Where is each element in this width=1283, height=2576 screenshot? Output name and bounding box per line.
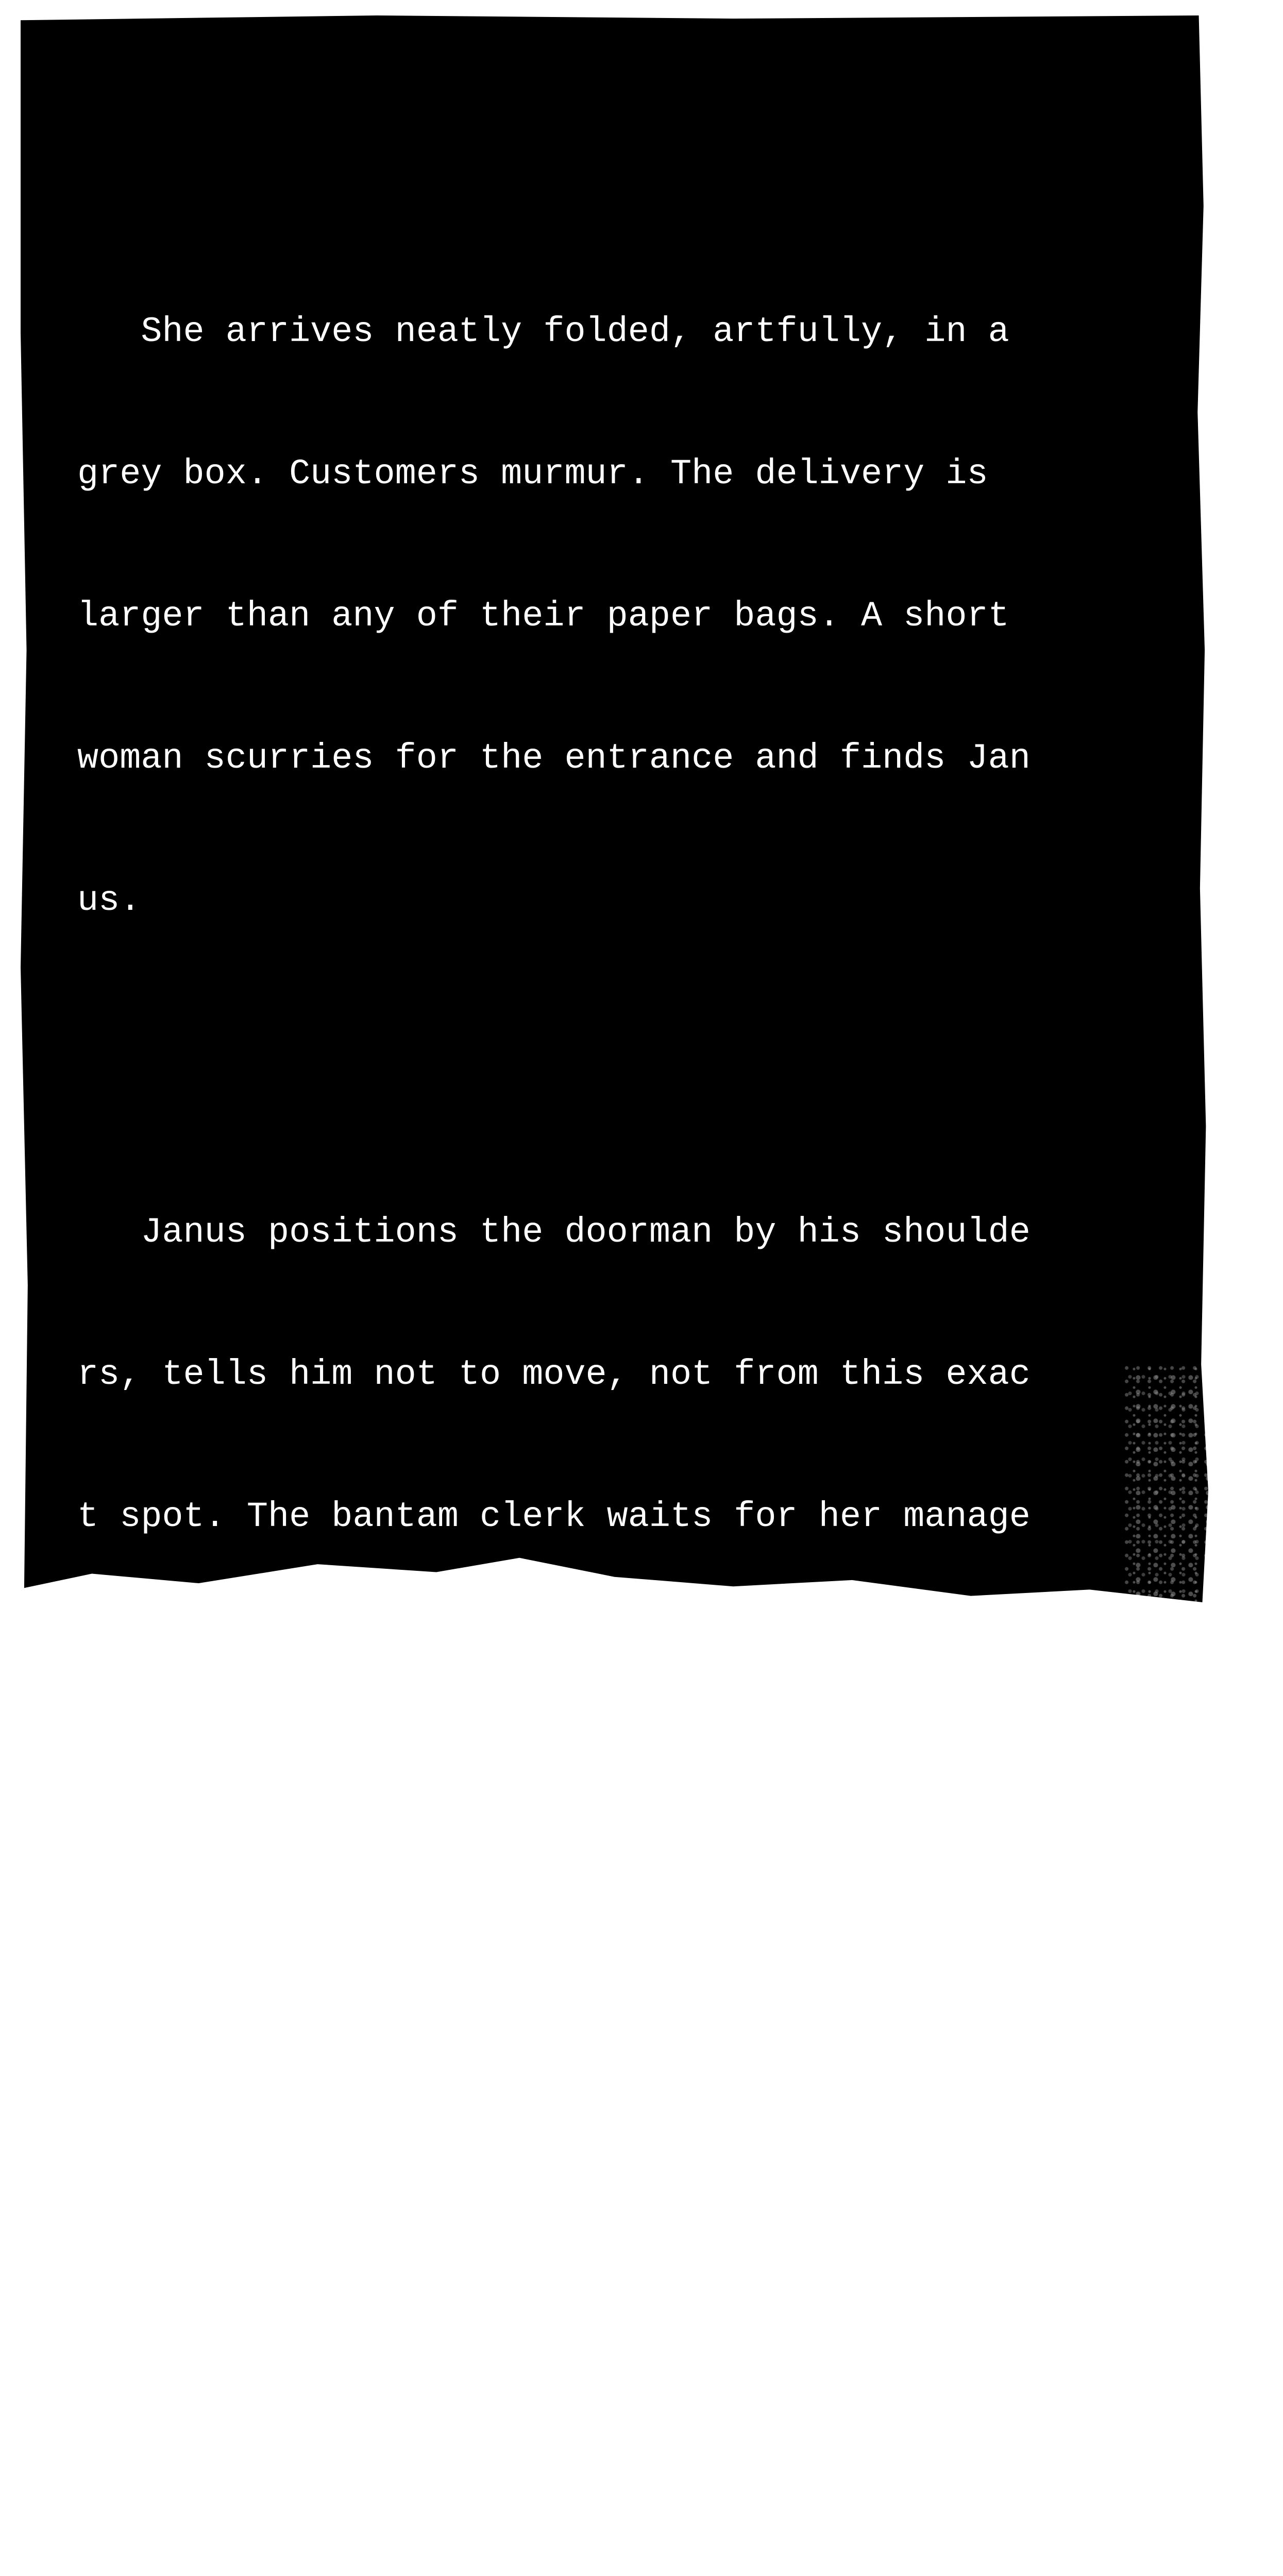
typewritten-text (77, 118, 1164, 2576)
text-line: She feels the edges of the box, the pointe (77, 2113, 1031, 2153)
text-line: e lid and pries away scraps of wrapping. The (77, 2539, 1009, 2576)
text-line: nd smiles. (77, 1781, 290, 1821)
text-line: She arrives neatly folded, artfully, in a (77, 312, 1009, 352)
text-line: rs, tells him not to move, not from this exac (77, 1354, 1031, 1395)
text-line: woman scurries for the entrance and finds Jan (77, 738, 1031, 778)
text-line: Janus positions the doorman by his shoulde (77, 1212, 1031, 1252)
paragraph-3 (77, 2014, 1164, 2576)
paragraph-2 (77, 1114, 1164, 1920)
paragraph-1 (77, 213, 1164, 1019)
text-line: us. (77, 880, 141, 921)
text-line: t spot. The bantam clerk waits for her manage (77, 1497, 1031, 1537)
text-line: grey box. Customers murmur. The delivery is (77, 454, 988, 494)
text-line: d corners, prim paper the color of stone. Wit (77, 2255, 1031, 2295)
text-line: larger than any of their paper bags. A short (77, 596, 1009, 636)
text-line: h housekey Janus opens a jagged cut across th (77, 2397, 1031, 2437)
text-line: r, points to the rear office as Janus turns a (77, 1639, 1031, 1679)
